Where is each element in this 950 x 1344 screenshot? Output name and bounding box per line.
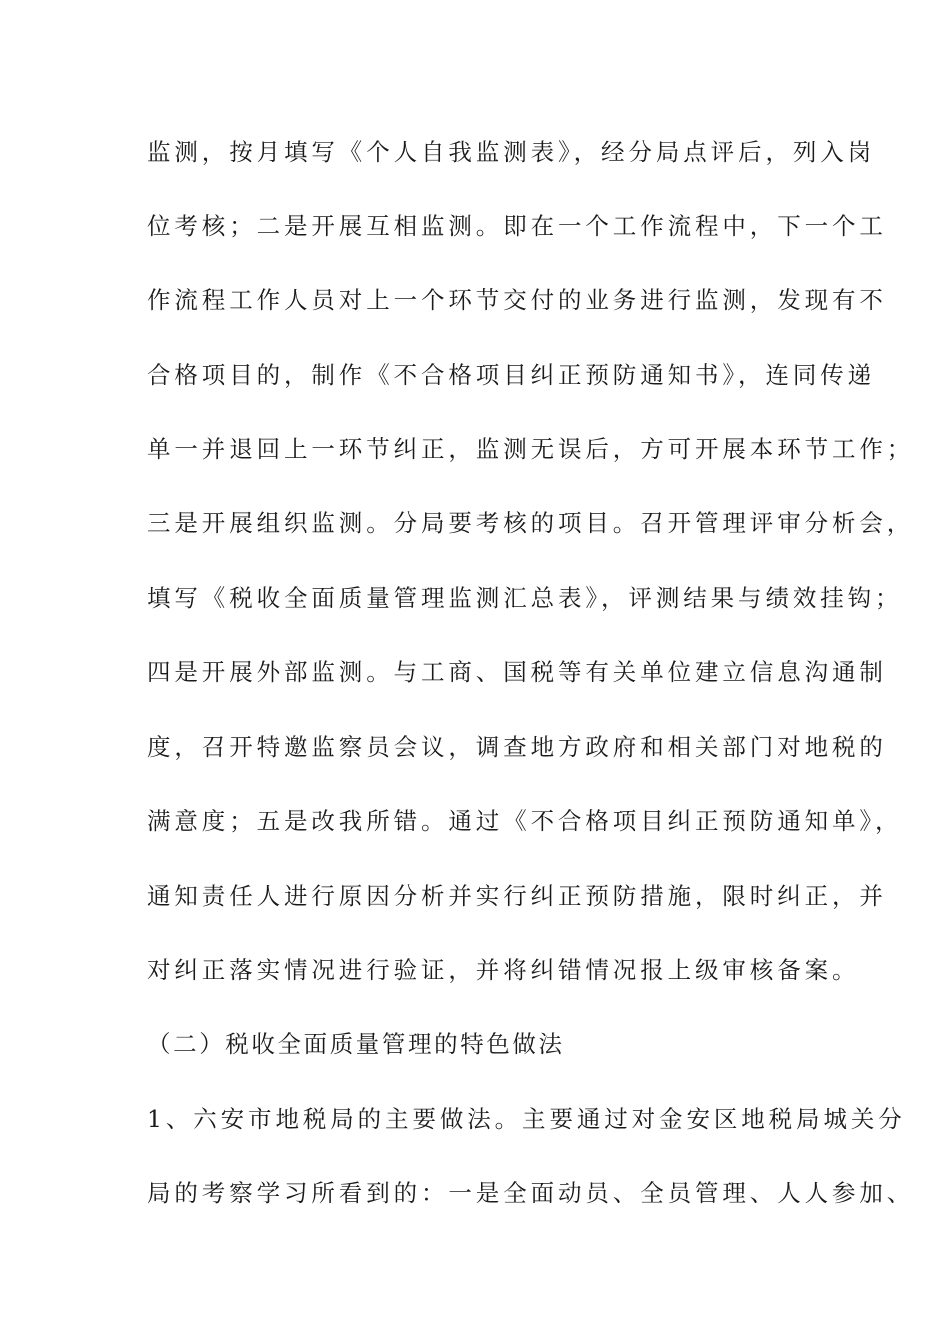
paragraph-line: 位考核；二是开展互相监测。即在一个工作流程中，下一个工 (147, 212, 887, 240)
paragraph-line: 满意度；五是改我所错。通过《不合格项目纠正预防通知单》， (147, 807, 903, 835)
paragraph-line: 度，召开特邀监察员会议，调查地方政府和相关部门对地税的 (147, 733, 887, 761)
paragraph-line: 单一并退回上一环节纠正，监测无误后，方可开展本环节工作； (147, 435, 915, 463)
paragraph-line: 对纠正落实情况进行验证，并将纠错情况报上级审核备案。 (147, 956, 860, 984)
paragraph-line: 填写《税收全面质量管理监测汇总表》，评测结果与绩效挂钩； (147, 584, 903, 612)
paragraph-line: 通知责任人进行原因分析并实行纠正预防措施，限时纠正，并 (147, 882, 887, 910)
paragraph-line: 监测，按月填写《个人自我监测表》，经分局点评后，列入岗 (147, 138, 876, 166)
paragraph-line: 四是开展外部监测。与工商、国税等有关单位建立信息沟通制 (147, 658, 887, 686)
paragraph-line: 作流程工作人员对上一个环节交付的业务进行监测，发现有不 (147, 286, 887, 314)
paragraph-line: 1、六安市地税局的主要做法。主要通过对金安区地税局城关分 (147, 1105, 906, 1133)
paragraph-line: 局的考察学习所看到的：一是全面动员、全员管理、人人参加、 (147, 1179, 915, 1207)
paragraph-line: 合格项目的，制作《不合格项目纠正预防通知书》，连同传递 (147, 361, 876, 389)
paragraph-line: 三是开展组织监测。分局要考核的项目。召开管理评审分析会， (147, 509, 915, 537)
section-heading: （二）税收全面质量管理的特色做法 (147, 1030, 565, 1058)
